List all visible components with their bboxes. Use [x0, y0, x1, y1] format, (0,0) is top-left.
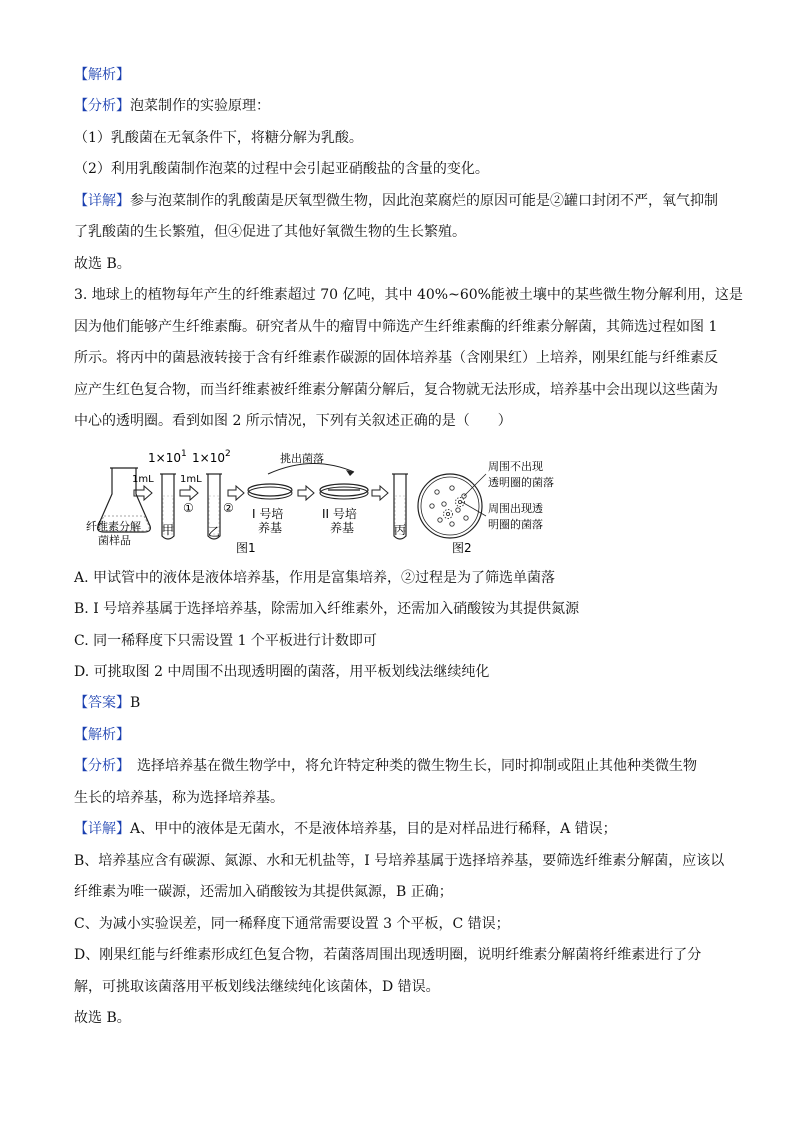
tube-jia-label: 甲 — [162, 523, 175, 537]
arrow-icon — [298, 486, 314, 500]
figure-1-caption: 图1 — [236, 541, 256, 555]
medium-ii-label-2: 养基 — [330, 521, 355, 535]
halo-label-2: 明圈的菌落 — [488, 518, 543, 531]
volume-label-2: 1mL — [180, 474, 202, 485]
option-c: C. 同一稀释度下只需设置 1 个平板进行计数即可 — [74, 633, 377, 649]
detail-a: 【详解】A、甲中的液体是无菌水，不是液体培养基，目的是对样品进行稀释，A 错误； — [74, 821, 617, 837]
dilution-label-2: $1\times 10^2$ — [192, 449, 231, 465]
question-3-line-5: 中心的透明圈。看到如图 2 所示情况，下列有关叙述正确的是（ ） — [74, 413, 512, 429]
sample-label-1: 纤维素分解 — [86, 520, 141, 533]
detail-b-2: 纤维素为唯一碳源，还需加入硝酸铵为其提供氮源，B 正确； — [74, 884, 453, 900]
question-3-line-3: 所示。将丙中的菌悬液转接于含有纤维素作碳源的固体培养基（含刚果红）上培养，刚果红能与纤维素反 — [74, 350, 718, 366]
experiment-figure — [86, 446, 562, 561]
step-2-label: ② — [223, 501, 234, 515]
explanation-heading: 【解析】 — [74, 727, 130, 743]
detail-line-2: 了乳酸菌的生长繁殖，但④促进了其他好氧微生物的生长繁殖。 — [74, 224, 466, 240]
analysis-line-3: 生长的培养基，称为选择培养基。 — [74, 790, 284, 806]
arrow-icon — [134, 486, 152, 500]
arrow-icon — [228, 486, 244, 500]
detail-d-2: 解，可挑取该菌落用平板划线法继续纯化该菌体，D 错误。 — [74, 979, 440, 995]
dilution-label-1: $1\times 10^1$ — [148, 449, 187, 465]
plate-figure-2-icon — [418, 474, 482, 538]
petri-dish-i-icon — [248, 484, 292, 496]
option-a: A. 甲试管中的液体是液体培养基，作用是富集培养，②过程是为了筛选单菌落 — [74, 570, 556, 586]
medium-ii-label-1: II 号培 — [322, 507, 357, 521]
tube-bing-label: 丙 — [394, 523, 407, 537]
option-d: D. 可挑取图 2 中周围不出现透明圈的菌落，用平板划线法继续纯化 — [74, 664, 490, 680]
answer-line: 【答案】B — [74, 695, 141, 711]
detail-c: C、为减小实验误差，同一稀释度下通常需要设置 3 个平板，C 错误； — [74, 916, 510, 932]
principle-1: （1）乳酸菌在无氧条件下，将糖分解为乳酸。 — [74, 130, 363, 146]
medium-i-label-2: 养基 — [258, 521, 283, 535]
detail-d: D、刚果红能与纤维素形成红色复合物，若菌落周围出现透明圈，说明纤维素分解菌将纤维素进行了分 — [74, 947, 702, 963]
principle-2: （2）利用乳酸菌制作泡菜的过程中会引起亚硝酸盐的含量的变化。 — [74, 161, 489, 177]
volume-label-1: 1mL — [132, 474, 154, 485]
halo-label-1: 周围出现透 — [488, 502, 543, 515]
medium-i-label-1: I 号培 — [252, 507, 284, 521]
question-3-line-2: 因为他们能够产生纤维素酶。研究者从牛的瘤胃中筛选产生纤维素酶的纤维素分解菌，其筛选过程如图 1 — [74, 319, 718, 335]
final-answer: 故选 B。 — [74, 1010, 131, 1026]
detail-line: 【详解】参与泡菜制作的乳酸菌是厌氧型微生物，因此泡菜腐烂的原因可能是②罐口封闭不严，氧气抑制 — [74, 193, 718, 209]
arrow-icon — [180, 486, 198, 500]
pick-colony-label: 挑出菌落 — [280, 452, 324, 465]
sample-label-2: 菌样品 — [98, 534, 131, 547]
analysis-line: 【分析】泡菜制作的实验原理： — [74, 98, 270, 114]
tube-yi-label: 乙 — [208, 525, 221, 539]
pick-arrow-icon — [268, 463, 354, 474]
conclusion: 故选 B。 — [74, 256, 131, 272]
arrow-icon — [372, 486, 388, 500]
question-3-line-4: 应产生红色复合物，而当纤维素被纤维素分解菌分解后，复合物就无法形成，培养基中会出现以这些菌为 — [74, 382, 718, 398]
no-halo-label-1: 周围不出现 — [488, 460, 543, 473]
analysis-heading: 【解析】 — [74, 67, 130, 83]
analysis-line-2: 【分析】 选择培养基在微生物学中，将允许特定种类的微生物生长，同时抑制或阻止其他种类微生物 — [74, 758, 697, 774]
option-b: B. I 号培养基属于选择培养基，除需加入纤维素外，还需加入硝酸铵为其提供氮源 — [74, 601, 580, 617]
question-3-line-1: 3. 地球上的植物每年产生的纤维素超过 70 亿吨，其中 40%~60%能被土壤中的某些微生物分解利用，这是 — [74, 287, 743, 303]
detail-b: B、培养基应含有碳源、氮源、水和无机盐等，I 号培养基属于选择培养基，要筛选纤维素分解菌，应该以 — [74, 853, 725, 869]
step-1-label: ① — [183, 501, 194, 515]
no-halo-label-2: 透明圈的菌落 — [488, 476, 554, 489]
figure-2-caption: 图2 — [452, 541, 472, 555]
